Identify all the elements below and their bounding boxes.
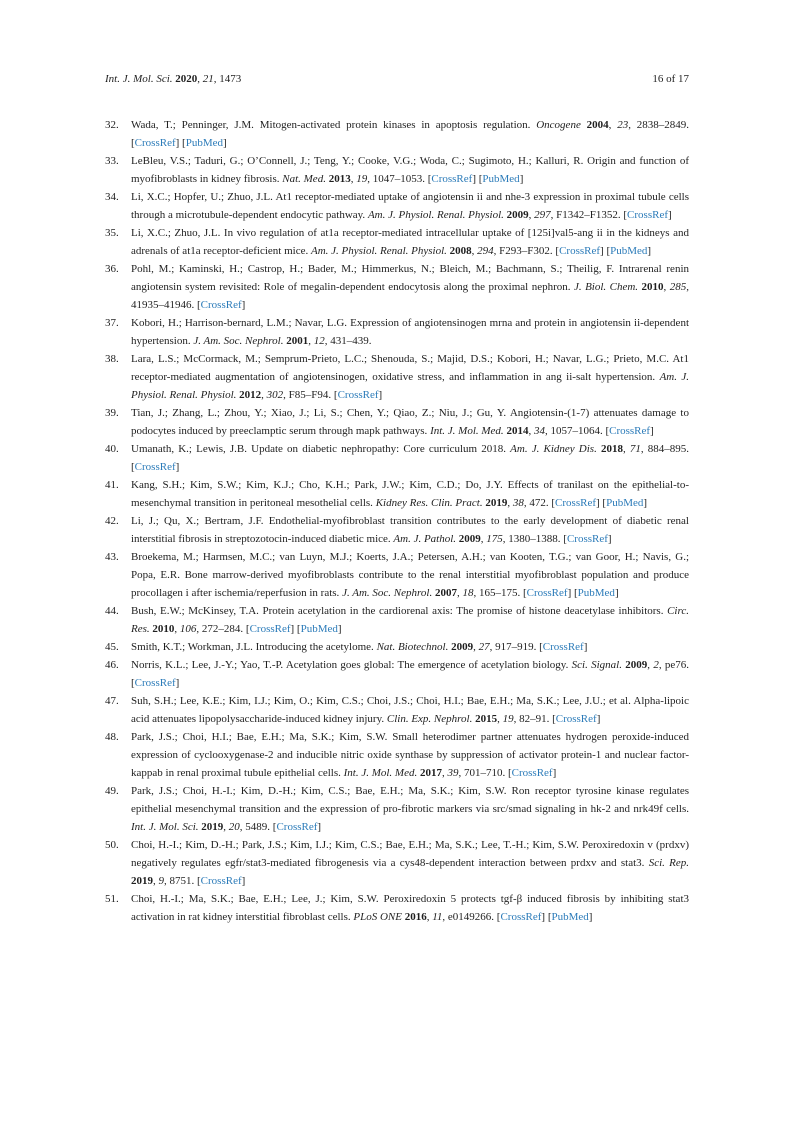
reference-item: [105, 188, 689, 224]
plain-text: ]: [378, 389, 383, 401]
plain-text: Li, X.C.; Zhuo, J.L. In vivo regulation of at1a receptor-mediated intracellular uptake of [125i]val5-ang ii in the kidneys and adrenals of at1a receptor-deficient mice.: [131, 227, 689, 257]
italic-text: Am. J. Physiol. Renal. Physiol.: [310, 245, 447, 257]
reference-text: [131, 656, 689, 692]
reference-number: 50.: [105, 839, 119, 851]
plain-text: Wada, T.; Penninger, J.M. Mitogen-activated protein kinases in apoptosis regulation.: [131, 119, 537, 131]
plain-text: ]: [175, 677, 180, 689]
pubmed-link[interactable]: PubMed: [577, 587, 615, 599]
plain-text: , 472. [: [523, 497, 556, 509]
plain-text: ]: [552, 767, 557, 779]
pubmed-link[interactable]: PubMed: [185, 137, 223, 149]
reference-number: 32.: [105, 119, 119, 131]
reference-text: [131, 260, 689, 314]
plain-text: , 1047–1053. [: [367, 173, 432, 185]
plain-text: ,: [497, 713, 503, 725]
crossref-link[interactable]: CrossRef: [542, 641, 584, 653]
plain-text: , 272–284. [: [196, 623, 250, 635]
reference-text: [131, 476, 689, 512]
plain-text: ]: [241, 299, 246, 311]
plain-text: ]: [596, 713, 601, 725]
reference-number: 34.: [105, 191, 119, 203]
reference-item: [105, 476, 689, 512]
bold-text: 2013: [328, 173, 351, 185]
plain-text: ]: [614, 587, 619, 599]
plain-text: ]: [222, 137, 227, 149]
italic-text: 34: [533, 425, 545, 437]
bold-text: 2017: [419, 767, 442, 779]
plain-text: ,: [471, 245, 478, 257]
plain-text: ] [: [596, 497, 607, 509]
plain-text: , 701–710. [: [458, 767, 512, 779]
plain-text: ] [: [175, 137, 186, 149]
bold-text: 2007: [434, 587, 457, 599]
reference-item: [105, 440, 689, 476]
reference-text: [131, 638, 689, 656]
plain-text: ,: [456, 587, 463, 599]
reference-number: 40.: [105, 443, 119, 455]
crossref-link[interactable]: CrossRef: [431, 173, 473, 185]
reference-item: [105, 314, 689, 350]
bold-text: 2018: [600, 443, 623, 455]
crossref-link[interactable]: CrossRef: [134, 677, 176, 689]
reference-number: 47.: [105, 695, 119, 707]
plain-text: , 917–919. [: [489, 641, 543, 653]
pubmed-link[interactable]: PubMed: [610, 245, 648, 257]
italic-text: Int. J. Mol. Sci.: [131, 821, 199, 833]
reference-number: 46.: [105, 659, 119, 671]
plain-text: ]: [588, 911, 593, 923]
plain-text: Pohl, M.; Kaminski, H.; Castrop, H.; Bader, M.; Himmerkus, N.; Bleich, M.; Bachmann, S.; Theilig, F. Intrarenal renin angiotensin system revisited: Role of megalin-dependent endocytosis along the proximal nephron.: [131, 263, 689, 293]
italic-text: J. Am. Soc. Nephrol.: [342, 587, 433, 599]
plain-text: ]: [317, 821, 322, 833]
plain-text: ,: [663, 281, 670, 293]
plain-text: ]: [175, 461, 180, 473]
plain-text: ,: [308, 335, 314, 347]
italic-text: J. Biol. Chem.: [573, 281, 639, 293]
plain-text: ,: [480, 533, 487, 545]
reference-number: 33.: [105, 155, 119, 167]
plain-text: , F293–F302. [: [493, 245, 560, 257]
plain-text: , 8751. [: [164, 875, 201, 887]
page-header: [105, 72, 689, 86]
crossref-link[interactable]: CrossRef: [500, 911, 542, 923]
plain-text: ]: [647, 245, 652, 257]
plain-text: ,: [528, 209, 535, 221]
reference-item: [105, 152, 689, 188]
reference-text: [131, 188, 689, 224]
reference-text: [131, 602, 689, 638]
italic-text: 18: [462, 587, 474, 599]
italic-text: 38: [512, 497, 524, 509]
italic-text: 285: [669, 281, 687, 293]
plain-text: , 82–91. [: [513, 713, 556, 725]
reference-item: [105, 116, 689, 152]
italic-text: Am. J. Physiol. Renal. Physiol.: [367, 209, 504, 221]
bold-text: 2015: [475, 713, 498, 725]
plain-text: , F85–F94. [: [283, 389, 338, 401]
plain-text: , pe76. [: [131, 659, 690, 689]
reference-number: 49.: [105, 785, 119, 797]
italic-text: 21: [202, 73, 214, 85]
plain-text: ]: [643, 497, 648, 509]
plain-text: ,: [622, 443, 630, 455]
plain-text: Smith, K.T.; Workman, J.L. Introducing the acetylome.: [131, 641, 377, 653]
reference-number: 35.: [105, 227, 119, 239]
plain-text: ,: [647, 659, 654, 671]
reference-text: [131, 350, 689, 404]
italic-text: Am. J. Physiol. Renal. Physiol.: [131, 371, 689, 401]
plain-text: , 2838–2849. [: [131, 119, 690, 149]
reference-number: 36.: [105, 263, 119, 275]
pubmed-link[interactable]: PubMed: [606, 497, 644, 509]
plain-text: Choi, H.-I.; Kim, D.-H.; Park, J.S.; Kim, I.J.; Kim, C.S.; Bae, E.H.; Ma, S.K.; Lee, T.-H.; Kim, S.W. Peroxiredoxin v (prdxv) negatively regulates egfr/stat3-mediated fibrogenesis via a cys48-dependent interaction between prdxv and stat3.: [131, 839, 689, 869]
crossref-link[interactable]: CrossRef: [511, 767, 553, 779]
plain-text: , 41935–41946. [: [131, 281, 690, 311]
reference-number: 51.: [105, 893, 119, 905]
crossref-link[interactable]: CrossRef: [249, 623, 291, 635]
italic-text: J. Am. Soc. Nephrol.: [193, 335, 284, 347]
plain-text: ]: [583, 641, 588, 653]
pubmed-link[interactable]: PubMed: [300, 623, 338, 635]
reference-text: [131, 116, 689, 152]
reference-item: [105, 404, 689, 440]
plain-text: ,: [261, 389, 267, 401]
italic-text: 2: [653, 659, 659, 671]
reference-number: 42.: [105, 515, 119, 527]
plain-text: Broekema, M.; Harmsen, M.C.; van Luyn, M.J.; Koerts, J.A.; Petersen, A.H.; van Kooten, T.G.; van Goor, H.; Navis, G.; Popa, E.R. Bone marrow-derived myofibroblasts contribute to the renal interstitial myofibroblast population and produce procollagen i after ischemia/reperfusion in rats.: [131, 551, 689, 599]
reference-number: 37.: [105, 317, 119, 329]
plain-text: ,: [426, 911, 433, 923]
reference-item: [105, 836, 689, 890]
bold-text: 2009: [625, 659, 648, 671]
italic-text: Circ. Res.: [131, 605, 689, 635]
bold-text: 2019: [131, 875, 153, 887]
crossref-link[interactable]: CrossRef: [559, 245, 601, 257]
plain-text: Li, J.; Qu, X.; Bertram, J.F. Endothelial-myofibroblast transition contributes to the early development of diabetic renal interstitial fibrosis in streptozotocin-induced diabetic mice.: [131, 515, 689, 545]
bold-text: 2019: [485, 497, 508, 509]
italic-text: 39: [447, 767, 459, 779]
reference-item: [105, 656, 689, 692]
reference-text: [131, 314, 689, 350]
italic-text: Clin. Exp. Nephrol.: [386, 713, 473, 725]
bold-text: 2014: [506, 425, 529, 437]
reference-text: [131, 404, 689, 440]
italic-text: 27: [478, 641, 490, 653]
crossref-link[interactable]: CrossRef: [555, 497, 596, 509]
bold-text: 2016: [404, 911, 427, 923]
reference-number: 39.: [105, 407, 119, 419]
reference-text: [131, 152, 689, 188]
crossref-link[interactable]: CrossRef: [200, 299, 242, 311]
reference-number: 38.: [105, 353, 119, 365]
italic-text: Am. J. Pathol.: [393, 533, 457, 545]
plain-text: ,: [507, 497, 513, 509]
bold-text: 2012: [239, 389, 262, 401]
plain-text: , 1473: [213, 73, 242, 85]
pubmed-link[interactable]: PubMed: [482, 173, 520, 185]
crossref-link[interactable]: CrossRef: [200, 875, 242, 887]
plain-text: ] [: [472, 173, 483, 185]
italic-text: Int. J. Mol. Sci.: [105, 73, 176, 85]
plain-text: ,: [441, 767, 448, 779]
reference-text: [131, 224, 689, 260]
plain-text: Park, J.S.; Choi, H.I.; Bae, E.H.; Ma, S.K.; Kim, S.W. Small heterodimer partner attenuates hydrogen peroxide-induced expression of cyclooxygenase-2 and inducible nitric oxide synthase by suppression of activator protein-1 and nuclear factor-kappab in renal proximal tubule epithelial cells.: [131, 731, 689, 779]
reference-text: [131, 548, 689, 602]
italic-text: 11: [432, 911, 443, 923]
plain-text: ]: [650, 425, 654, 437]
reference-number: 41.: [105, 479, 119, 491]
reference-text: [131, 890, 689, 926]
crossref-link[interactable]: CrossRef: [566, 533, 608, 545]
crossref-link[interactable]: CrossRef: [276, 821, 318, 833]
reference-text: [131, 728, 689, 782]
italic-text: Am. J. Kidney Dis.: [510, 443, 597, 455]
plain-text: ]: [337, 623, 342, 635]
plain-text: ,: [223, 821, 229, 833]
plain-text: ]: [519, 173, 524, 185]
reference-item: [105, 548, 689, 602]
reference-item: [105, 260, 689, 314]
plain-text: ]: [241, 875, 246, 887]
bold-text: 2009: [458, 533, 481, 545]
italic-text: Oncogene: [536, 119, 581, 131]
plain-text: Suh, S.H.; Lee, K.E.; Kim, I.J.; Kim, O.; Kim, C.S.; Choi, J.S.; Choi, H.I.; Bae, E.H.; Ma, S.K.; Lee, J.U.; et al. Alpha-lipoic acid attenuates lipopolysaccharide-induced kidney injury.: [131, 695, 689, 725]
plain-text: , 431–439.: [324, 335, 372, 347]
reference-text: [131, 440, 689, 476]
italic-text: Nat. Med.: [282, 173, 326, 185]
plain-text: ] [: [567, 587, 578, 599]
reference-item: [105, 728, 689, 782]
reference-number: 45.: [105, 641, 119, 653]
reference-item: [105, 692, 689, 728]
plain-text: , 165–175. [: [473, 587, 527, 599]
bold-text: 2008: [449, 245, 472, 257]
italic-text: 297: [534, 209, 551, 221]
reference-item: [105, 638, 689, 656]
italic-text: Kidney Res. Clin. Pract.: [375, 497, 483, 509]
bold-text: 2009: [451, 641, 474, 653]
crossref-link[interactable]: CrossRef: [627, 209, 668, 221]
reference-item: [105, 782, 689, 836]
bold-text: 2009: [506, 209, 529, 221]
italic-text: 19: [356, 173, 368, 185]
plain-text: , 1057–1064. [: [544, 425, 610, 437]
plain-text: Norris, K.L.; Lee, J.-Y.; Yao, T.-P. Acetylation goes global: The emergence of acetylation biology.: [131, 659, 572, 671]
bold-text: 2020: [175, 73, 198, 85]
plain-text: Park, J.S.; Choi, H.-I.; Kim, D.-H.; Kim, C.S.; Bae, E.H.; Ma, S.K.; Kim, S.W. Ron receptor tyrosine kinase regulates epithelial mesenchymal transition and the expression of pro-fibrotic markers via src/smad signaling in hk-2 and nrk49f cells.: [131, 785, 689, 815]
pubmed-link[interactable]: PubMed: [551, 911, 589, 923]
crossref-link[interactable]: CrossRef: [526, 587, 568, 599]
plain-text: , e0149266. [: [442, 911, 501, 923]
italic-text: 20: [228, 821, 240, 833]
plain-text: ] [: [290, 623, 301, 635]
reference-item: [105, 350, 689, 404]
crossref-link[interactable]: CrossRef: [555, 713, 597, 725]
plain-text: ]: [668, 209, 672, 221]
italic-text: PLoS ONE: [353, 911, 402, 923]
italic-text: 294: [477, 245, 494, 257]
plain-text: , 884–895. [: [131, 443, 690, 473]
plain-text: Lara, L.S.; McCormack, M.; Semprum-Prieto, L.C.; Shenouda, S.; Majid, D.S.; Kobori, H.; Navar, L.G.; Prieto, M.C. At1 receptor-mediated augmentation of angiotensinogen, oxidative stress, and inflammation in ang ii-salt hypertension.: [131, 353, 689, 383]
page-content: [105, 72, 689, 926]
italic-text: 23: [617, 119, 629, 131]
reference-item: [105, 224, 689, 260]
bold-text: 2001: [286, 335, 309, 347]
italic-text: 12: [313, 335, 325, 347]
plain-text: , F1342–F1352. [: [550, 209, 628, 221]
reference-list: [105, 116, 689, 926]
reference-text: [131, 692, 689, 728]
bold-text: 2019: [201, 821, 224, 833]
reference-number: 43.: [105, 551, 119, 563]
italic-text: 19: [502, 713, 514, 725]
plain-text: ,: [197, 73, 203, 85]
plain-text: Li, X.C.; Hopfer, U.; Zhuo, J.L. At1 receptor-mediated uptake of angiotensin ii and nhe-3 expression in proximal tubule cells through a microtubule-dependent endocytic pathway.: [131, 191, 689, 221]
page-number: 16 of 17: [652, 73, 689, 85]
bold-text: 2010: [152, 623, 175, 635]
crossref-link[interactable]: CrossRef: [337, 389, 379, 401]
plain-text: , 1380–1388. [: [502, 533, 567, 545]
plain-text: ,: [350, 173, 357, 185]
reference-text: [131, 512, 689, 548]
bold-text: 2010: [641, 281, 664, 293]
plain-text: Choi, H.-I.; Ma, S.K.; Bae, E.H.; Lee, J.; Kim, S.W. Peroxiredoxin 5 protects tgf-β induced fibrosis by inhibiting stat3 activation in rat kidney interstitial fibroblast cells.: [131, 893, 689, 923]
plain-text: ,: [174, 623, 180, 635]
journal-citation: [105, 72, 241, 86]
italic-text: 9: [158, 875, 164, 887]
reference-item: [105, 512, 689, 548]
reference-number: 44.: [105, 605, 119, 617]
plain-text: Umanath, K.; Lewis, J.B. Update on diabetic nephropathy: Core curriculum 2018.: [131, 443, 511, 455]
italic-text: 106: [179, 623, 197, 635]
plain-text: Kang, S.H.; Kim, S.W.; Kim, K.J.; Cho, K.H.; Park, J.W.; Kim, C.D.; Do, J.Y. Effects of tranilast on the epithelial-to-mesenchymal transition in peritoneal mesothelial cells.: [131, 479, 689, 509]
reference-number: 48.: [105, 731, 119, 743]
italic-text: Int. J. Mol. Med.: [430, 425, 504, 437]
plain-text: ]: [607, 533, 612, 545]
bold-text: 2004: [586, 119, 609, 131]
italic-text: Sci. Signal.: [571, 659, 622, 671]
plain-text: ,: [608, 119, 618, 131]
reference-text: [131, 836, 689, 890]
italic-text: 71: [629, 443, 641, 455]
italic-text: 302: [266, 389, 284, 401]
reference-item: [105, 602, 689, 638]
plain-text: LeBleu, V.S.; Taduri, G.; O’Connell, J.; Teng, Y.; Cooke, V.G.; Woda, C.; Sugimoto, H.; Kalluri, R. Origin and function of myofibroblasts in kidney fibrosis.: [131, 155, 689, 185]
italic-text: Sci. Rep.: [648, 857, 690, 869]
crossref-link[interactable]: CrossRef: [134, 461, 176, 473]
italic-text: Int. J. Mol. Med.: [343, 767, 418, 779]
crossref-link[interactable]: CrossRef: [609, 425, 651, 437]
plain-text: ,: [473, 641, 479, 653]
plain-text: ,: [153, 875, 159, 887]
plain-text: Kobori, H.; Harrison-bernard, L.M.; Navar, L.G. Expression of angiotensinogen mrna and protein in angiotensin ii-dependent hypertension.: [131, 317, 689, 347]
plain-text: ,: [528, 425, 534, 437]
plain-text: Bush, E.W.; McKinsey, T.A. Protein acetylation in the cardiorenal axis: The promise of histone deacetylase inhibitors.: [131, 605, 668, 617]
plain-text: ] [: [600, 245, 611, 257]
plain-text: , 5489. [: [239, 821, 277, 833]
italic-text: 175: [486, 533, 503, 545]
plain-text: ] [: [541, 911, 552, 923]
crossref-link[interactable]: CrossRef: [134, 137, 176, 149]
reference-text: [131, 782, 689, 836]
italic-text: Nat. Biotechnol.: [376, 641, 449, 653]
reference-item: [105, 890, 689, 926]
plain-text: Tian, J.; Zhang, L.; Zhou, Y.; Xiao, J.; Li, S.; Chen, Y.; Qiao, Z.; Niu, J.; Gu, Y. Angiotensin-(1-7) attenuates damage to podocytes induced by preeclamptic serum through mapk pathways.: [131, 407, 689, 437]
